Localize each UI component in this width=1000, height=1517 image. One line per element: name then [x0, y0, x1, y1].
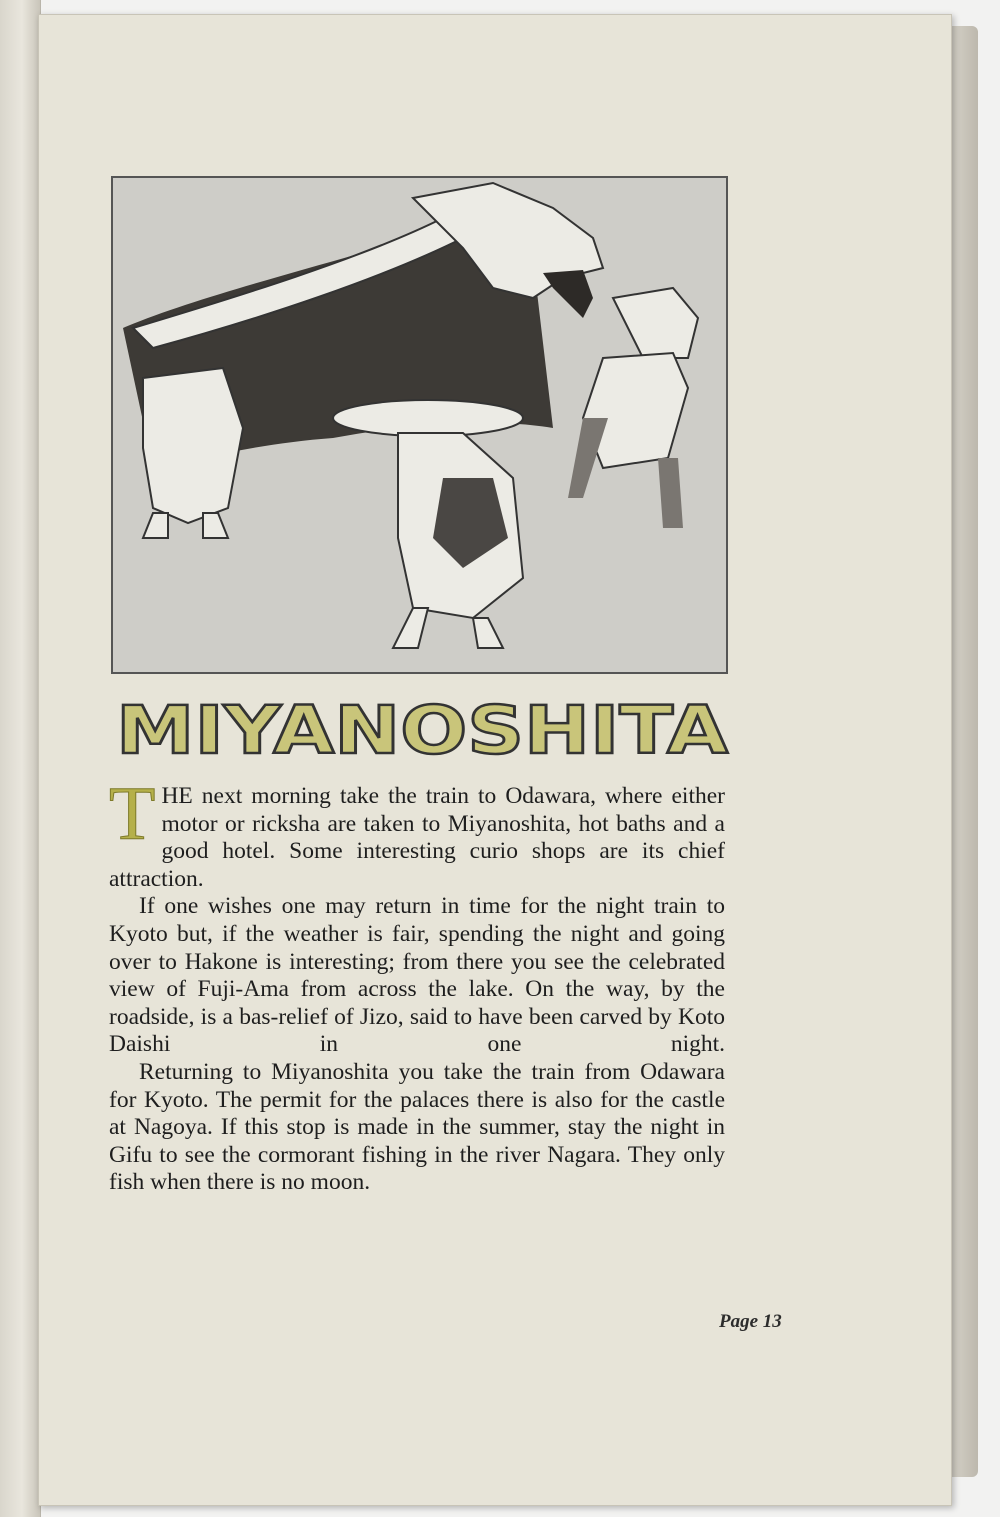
paragraph-1 [109, 772, 725, 893]
booklet-page [38, 14, 952, 1506]
page-heading [112, 693, 732, 765]
paragraph-1-text: HE next morning take the train to Odawara, where either motor or ricksha are taken to Miyanoshita, hot baths and a good hotel. Some interesting curio shops are its chief attraction. [109, 783, 725, 892]
paragraph-2: If one wishes one may return in time for the night train to Kyoto but, if the weather is fair, spending the night and going over to Hakone is interesting; from there you see the celebrated view of Fuji-Ama from across the lake. On the way, by the roadside, is a bas-relief of Jizo, said to have been carved by Koto Daishi in one night. [109, 893, 725, 1058]
lion-dance-illustration [111, 176, 728, 674]
paragraph-3: Returning to Miyanoshita you take the train from Odawara for Kyoto. The permit for the palaces there is also for the castle at Nagoya. If this stop is made in the summer, stay the night in Gifu to see the cormorant fishing in the river Nagara. They only fish when there is no moon. [109, 1058, 725, 1196]
page-number: Page 13 [719, 1311, 782, 1332]
drop-cap: T [109, 772, 156, 856]
heading-title: MIYANOSHITA [116, 693, 728, 765]
body-text [109, 772, 725, 1197]
previous-page-edge [0, 0, 41, 1517]
